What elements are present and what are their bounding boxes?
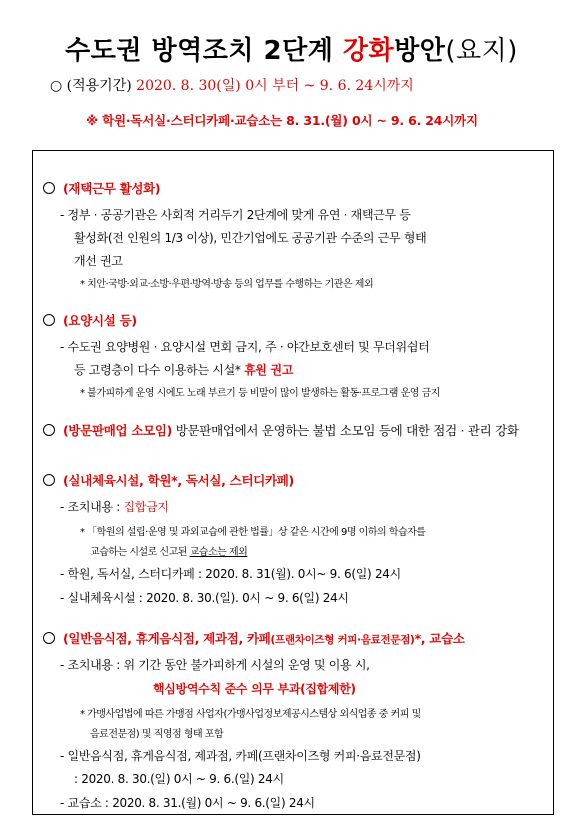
body-line: - 일반음식점, 휴게음식점, 제과점, 카페(프랜차이즈형 커피·음료전문점) xyxy=(60,749,421,763)
footnote: * 치안·국방·외교·소방·우편·방역·방송 등의 업무를 수행하는 기관은 제외 xyxy=(80,279,374,290)
footnote: * 가맹사업법에 따른 가맹점 사업자(가맹사업정보제공시스템상 외식업종 중 커피 및 xyxy=(80,709,421,720)
section-heading xyxy=(43,421,553,439)
measures-box xyxy=(32,150,554,815)
circle-bullet-icon xyxy=(43,474,55,486)
period-value: 2020. 8. 30(일) 0시 부터 ~ 9. 6. 24시까지 xyxy=(136,78,414,94)
section-gyms-academies xyxy=(43,471,553,606)
circle-bullet-icon xyxy=(43,424,55,436)
footnote xyxy=(90,543,553,558)
circle-bullet-icon xyxy=(43,632,55,644)
body-line: : 2020. 8. 30.(일) 0시 ~ 9. 6.(일) 24시 xyxy=(74,772,284,786)
section-heading xyxy=(43,179,553,197)
body-line xyxy=(60,498,570,515)
footnote-text: 교습하는 시설로 신고된 xyxy=(90,547,190,558)
emphasis-text: 휴원 권고 xyxy=(244,363,294,377)
title-text: 수도권 방역조치 2단계 xyxy=(65,36,343,66)
heading-text: (일반음식점, 휴게음식점, 제과점, 카페 xyxy=(63,631,271,646)
section-telework xyxy=(43,179,553,290)
period-label: (적용기간) xyxy=(66,78,137,94)
emphasis-text: 집합금지 xyxy=(123,500,169,514)
body-line: - 실내체육시설 : 2020. 8. 30.(일). 0시 ~ 9. 6(일) 24시 xyxy=(60,591,349,605)
heading-text: (실내체육시설, 학원*, 독서실, 스터디카페) xyxy=(63,473,294,488)
body-line: - 수도권 요양병원 · 요양시설 면회 금지, 주 · 야간보호센터 및 무더위쉼터 xyxy=(60,340,430,354)
page-title xyxy=(0,30,583,67)
title-text-2: 방안 xyxy=(394,36,446,66)
special-note: ※ 학원·독서실·스터디카페·교습소는 8. 31.(월) 0시 ~ 9. 6. 24시까지 xyxy=(86,113,478,128)
section-heading xyxy=(43,311,553,329)
emphasis-line: 핵심방역수칙 준수 의무 부과(집합제한) xyxy=(153,682,356,696)
section-restaurants-cafes xyxy=(43,629,553,811)
footnote: 음료전문점) 및 직영점 형태 포함 xyxy=(90,729,224,740)
title-suffix: (요지) xyxy=(445,36,518,66)
heading-text-2: *, 교습소 xyxy=(414,631,465,646)
application-period xyxy=(50,75,414,95)
footnote: * 「학원의 설립·운영 및 과외교습에 관한 법률」상 같은 시간에 9명 이하의 학습자를 xyxy=(80,527,426,538)
body-line: - 교습소 : 2020. 8. 31.(월) 0시 ~ 9. 6.(일) 24시 xyxy=(60,796,315,810)
heading-text: (방문판매업 소모임) xyxy=(63,423,173,438)
section-heading xyxy=(43,629,553,647)
title-emphasis: 강화 xyxy=(342,36,395,66)
section-heading xyxy=(43,471,553,489)
body-line: - 조치내용 : 위 기간 동안 불가피하게 시설의 운영 및 이용 시, xyxy=(60,658,370,672)
footnote-underline: 교습소는 제외 xyxy=(189,547,248,558)
heading-subtext: (프랜차이즈형 커피·음료전문점) xyxy=(270,634,415,646)
body-line: 개선 권고 xyxy=(74,254,123,268)
body-line: 활성화(전 인원의 1/3 이상), 민간기업에도 공공기관 수준의 근무 형태 xyxy=(74,231,427,245)
section-text: 방문판매업에서 운영하는 불법 소모임 등에 대한 점검 · 관리 강화 xyxy=(172,423,519,438)
circle-bullet-icon xyxy=(43,314,55,326)
heading-text: (재택근무 활성화) xyxy=(63,181,161,196)
bullet-circle: ○ xyxy=(50,78,63,94)
footnote: * 불가피하게 운영 시에도 노래 부르기 등 비말이 많이 발생하는 활동·프로그램 운영 금지 xyxy=(80,388,440,399)
body-line: - 학원, 독서실, 스터디카페 : 2020. 8. 31(월). 0시~ 9. 6(일) 24시 xyxy=(60,567,401,581)
circle-bullet-icon xyxy=(43,182,55,194)
section-door-sales xyxy=(43,421,553,439)
body-line: - 정부 · 공공기관은 사회적 거리두기 2단계에 맞게 유연 · 재택근무 등 xyxy=(60,208,411,222)
heading-text: (요양시설 등) xyxy=(63,313,137,328)
section-care-facilities xyxy=(43,311,553,399)
body-text: 등 고령층이 다수 이용하는 시설* xyxy=(74,363,245,377)
body-text: - 조치내용 : xyxy=(60,500,124,514)
body-line xyxy=(74,361,583,378)
